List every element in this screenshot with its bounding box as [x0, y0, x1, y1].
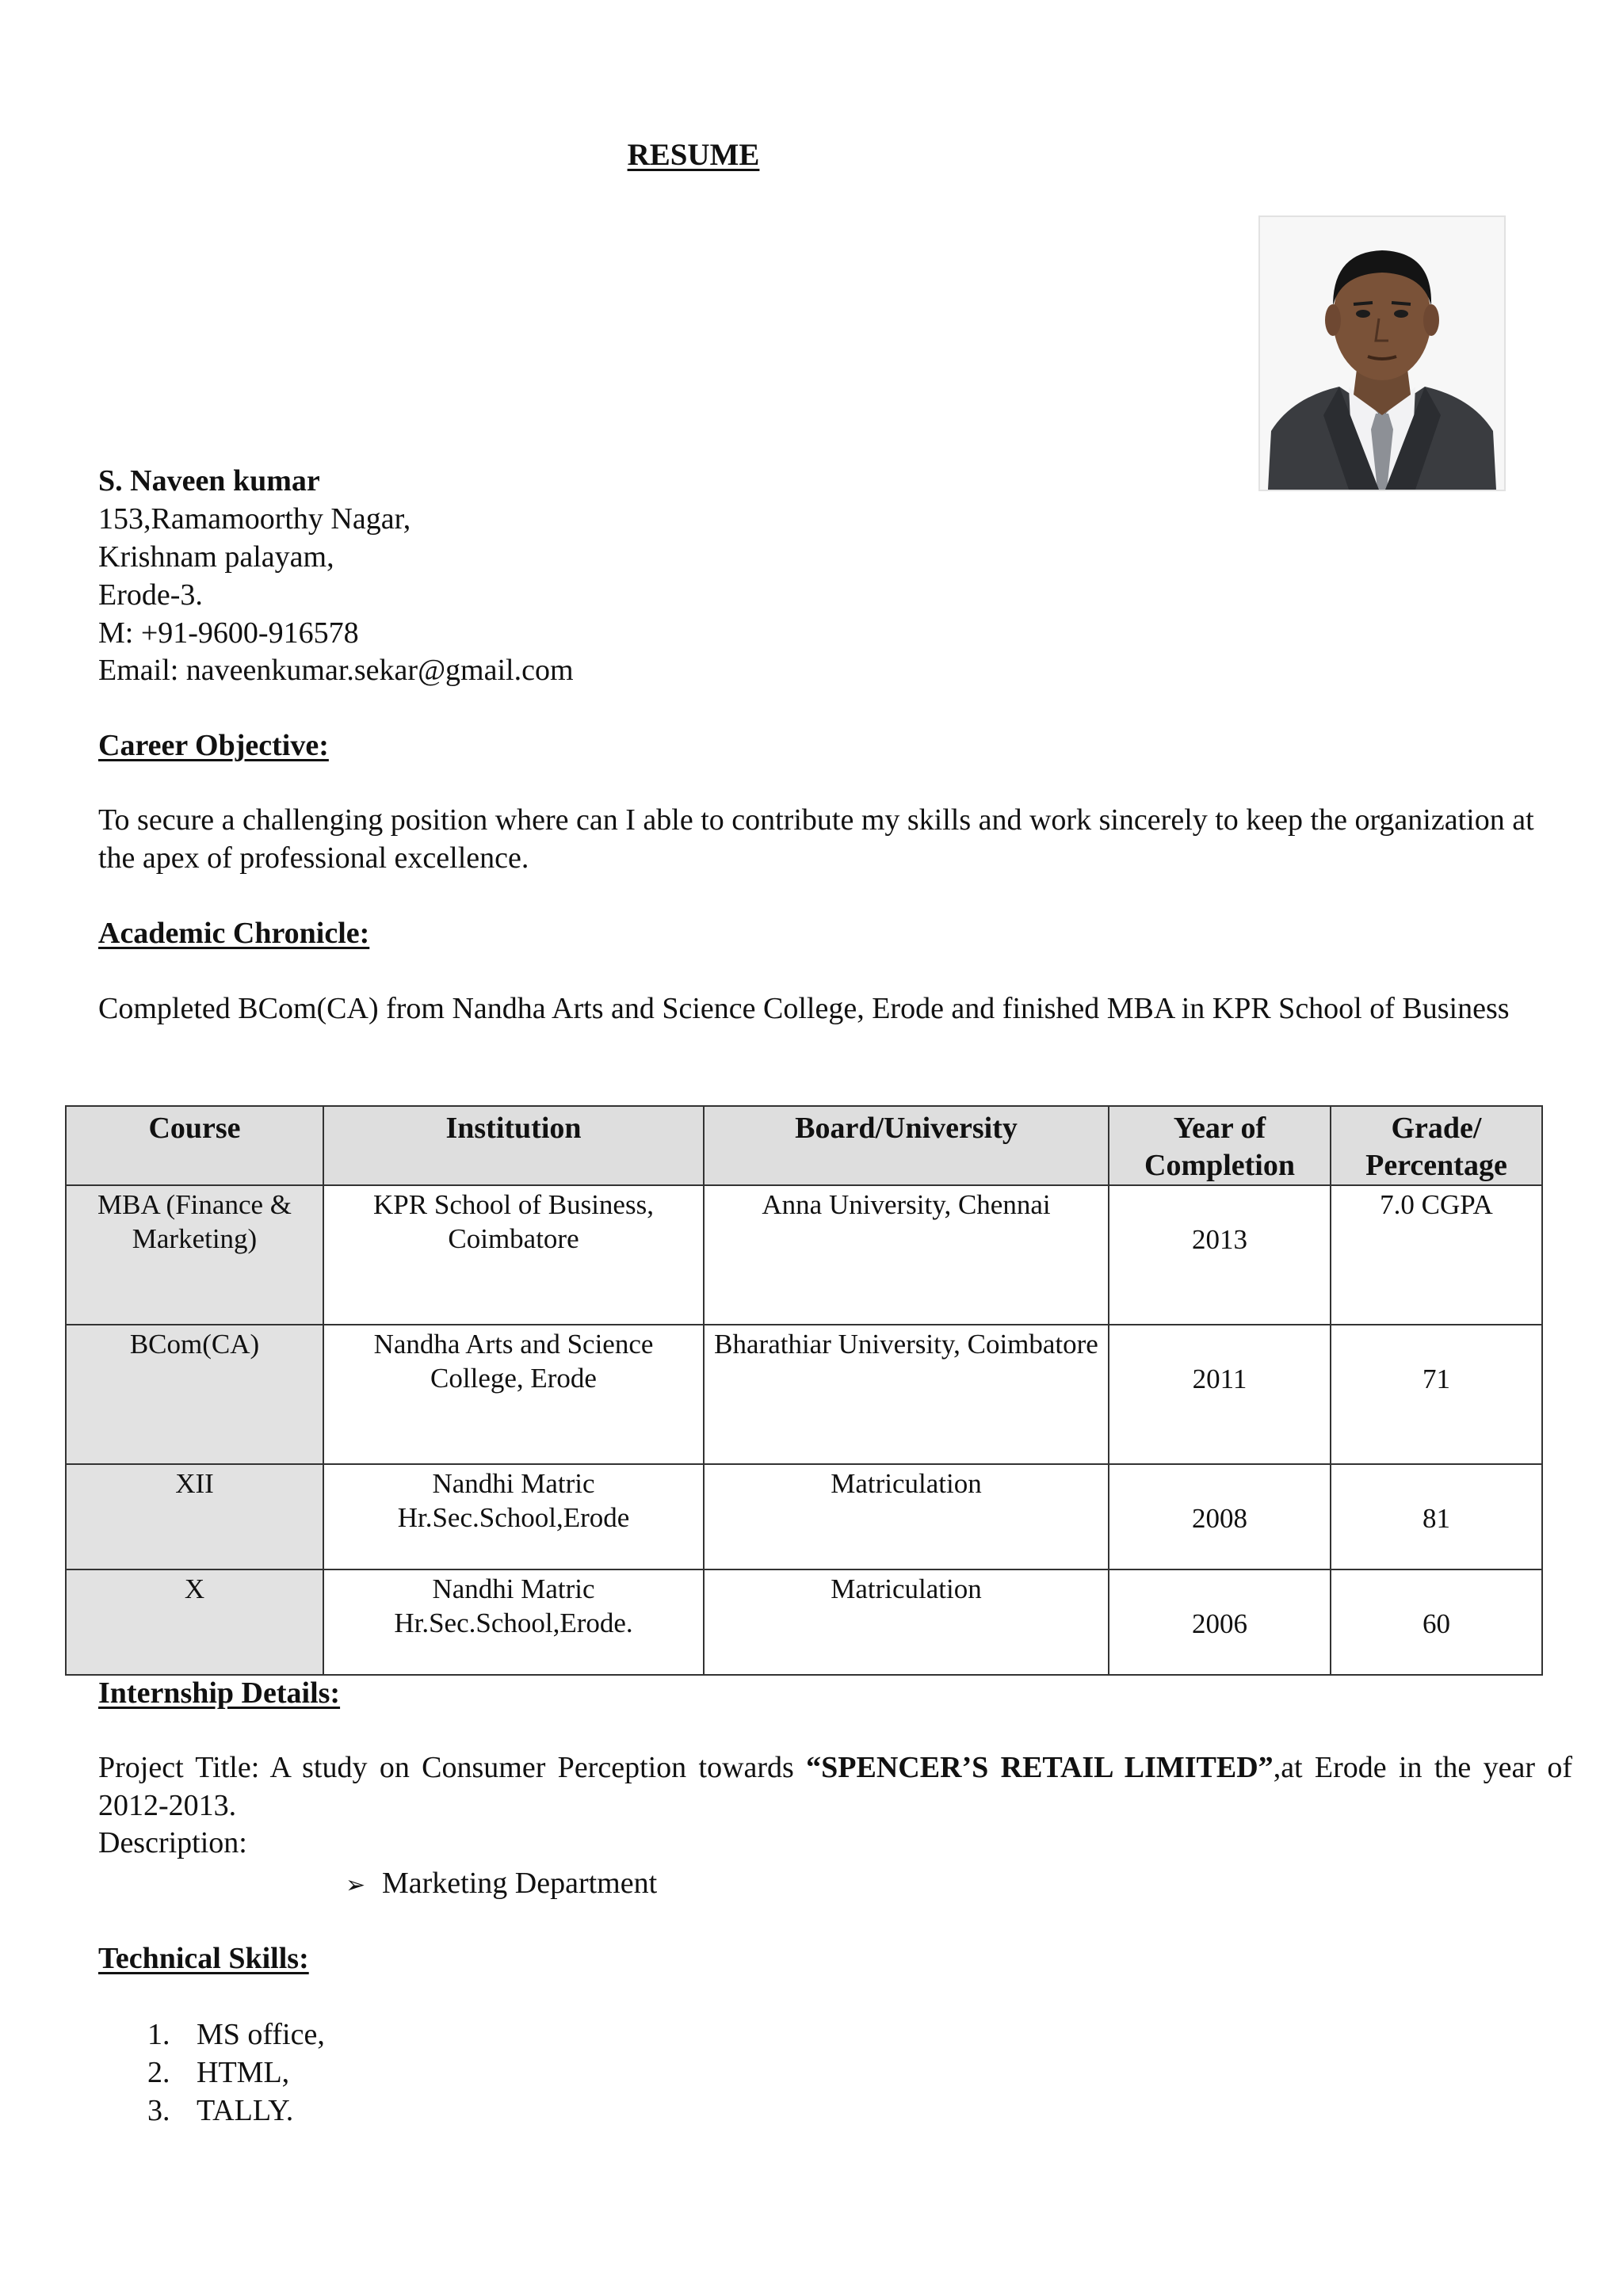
cell-institution: KPR School of Business, Coimbatore [323, 1185, 704, 1325]
description-bullet-item [346, 1864, 657, 1905]
column-header-grade: Grade/ Percentage [1331, 1106, 1542, 1185]
technical-skills-heading: Technical Skills: [98, 1942, 309, 1975]
cell-course: MBA (Finance & Marketing) [66, 1185, 323, 1325]
cell-institution: Nandhi Matric Hr.Sec.School,Erode [323, 1464, 704, 1569]
description-bullet-text: Marketing Department [382, 1867, 658, 1900]
candidate-name: S. Naveen kumar [98, 464, 320, 498]
academic-summary: Completed BCom(CA) from Nandha Arts and Science College, Erode and finished MBA in KPR School of Business [98, 992, 1510, 1025]
project-company: “SPENCER’S RETAIL LIMITED” [806, 1751, 1274, 1784]
cell-grade: 60 [1331, 1569, 1542, 1675]
cell-course: XII [66, 1464, 323, 1569]
skills-list [147, 2016, 325, 2130]
skill-text: MS office, [197, 2018, 325, 2051]
list-item: 1. MS office, [147, 2018, 325, 2051]
table-row [66, 1185, 1542, 1325]
address-line-2: Krishnam palayam, [98, 540, 334, 574]
cell-course: X [66, 1569, 323, 1675]
email-address: Email: naveenkumar.sekar@gmail.com [98, 654, 574, 687]
cell-year: 2008 [1109, 1464, 1331, 1569]
table-row [66, 1464, 1542, 1569]
cell-board: Bharathiar University, Coimbatore [704, 1325, 1109, 1464]
career-objective-heading: Career Objective: [98, 729, 329, 762]
project-title [98, 1749, 1572, 1825]
column-header-year: Year of Completion [1109, 1106, 1331, 1185]
education-table [65, 1105, 1543, 1676]
cell-grade: 81 [1331, 1464, 1542, 1569]
cell-year: 2013 [1109, 1185, 1331, 1325]
internship-heading: Internship Details: [98, 1676, 341, 1710]
career-objective-text: To secure a challenging position where can I able to contribute my skills and work sincerely to keep the organization at the apex of professional excellence. [98, 803, 1534, 875]
project-title-suffix: ,at Erode in the year of 2012-2013. [98, 1751, 1572, 1822]
cell-grade: 71 [1331, 1325, 1542, 1464]
mobile-number: M: +91-9600-916578 [98, 616, 359, 650]
arrow-bullet-icon: ➢ [346, 1871, 366, 1899]
cell-institution: Nandhi Matric Hr.Sec.School,Erode. [323, 1569, 704, 1675]
list-item: 3. TALLY. [147, 2094, 294, 2127]
skill-text: HTML, [197, 2056, 290, 2089]
address-line-3: Erode-3. [98, 578, 203, 612]
project-title-prefix: Project Title: A study on Consumer Perception towards [98, 1751, 807, 1784]
cell-year: 2011 [1109, 1325, 1331, 1464]
column-header-course: Course [66, 1106, 323, 1185]
cell-year: 2006 [1109, 1569, 1331, 1675]
profile-photo [1258, 215, 1506, 491]
description-label: Description: [98, 1826, 247, 1859]
skill-text: TALLY. [197, 2094, 294, 2127]
cell-board: Anna University, Chennai [704, 1185, 1109, 1325]
list-item: 2. HTML, [147, 2056, 290, 2089]
table-row [66, 1569, 1542, 1675]
cell-board: Matriculation [704, 1464, 1109, 1569]
address-line-1: 153,Ramamoorthy Nagar, [98, 502, 411, 536]
table-header-row [66, 1106, 1542, 1185]
cell-institution: Nandha Arts and Science College, Erode [323, 1325, 704, 1464]
portrait-image [1260, 217, 1504, 490]
academic-heading: Academic Chronicle: [98, 917, 370, 950]
cell-board: Matriculation [704, 1569, 1109, 1675]
resume-title: RESUME [627, 138, 760, 172]
column-header-institution: Institution [323, 1106, 704, 1185]
column-header-board: Board/University [704, 1106, 1109, 1185]
table-row [66, 1325, 1542, 1464]
cell-course: BCom(CA) [66, 1325, 323, 1464]
cell-grade: 7.0 CGPA [1331, 1185, 1542, 1325]
